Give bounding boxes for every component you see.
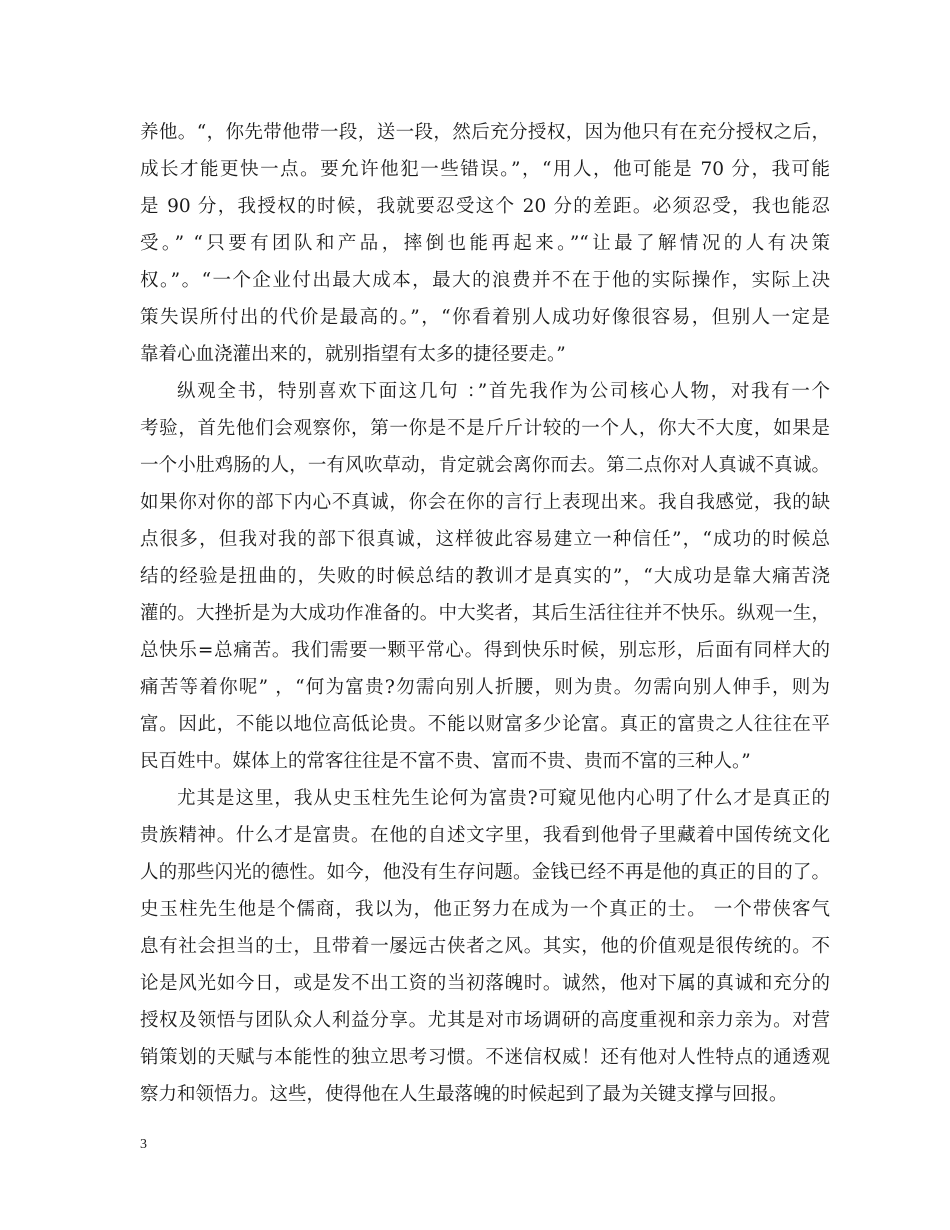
text-line: 一个小肚鸡肠的人，一有风吹草动，肯定就会离你而去。第二点你对人真诚不真诚。 [140,455,830,476]
text-line: 是 90 分，我授权的时候，我就要忍受这个 20 分的差距。必须忍受，我也能忍 [140,196,830,217]
text-line: 息有社会担当的士，且带着一屡远古侠者之风。其实，他的价值观是很传统的。不 [140,936,830,957]
text-line: 纵观全书，特别喜欢下面这几句 ：”首先我作为公司核心人物，对我有一个 [177,381,830,402]
text-line: 养他。“，你先带他带一段，送一段，然后充分授权，因为他只有在充分授权之后， [140,122,830,143]
text-line: 察力和领悟力。这些，使得他在人生最落魄的时候起到了最为关键支撑与回报。 [140,1084,788,1105]
text-line: 成长才能更快一点。要允许他犯一些错误。”，“用人，他可能是 70 分，我可能 [140,159,830,180]
text-line: 痛苦等着你呢” ，“何为富贵?勿需向别人折腰，则为贵。勿需向别人伸手，则为 [140,677,830,698]
paragraph-3 [140,780,830,1113]
text-line: 总快乐=总痛苦。我们需要一颗平常心。得到快乐时候，别忘形，后面有同样大的 [140,640,830,661]
text-line: 策失误所付出的代价是最高的。”，“你看着别人成功好像很容易，但别人一定是 [140,307,830,328]
text-line: 权。”。“一个企业付出最大成本，最大的浪费并不在于他的实际操作，实际上决 [140,270,830,291]
page-number: 3 [140,1137,147,1152]
text-line: 点很多，但我对我的部下很真诚，这样彼此容易建立一种信任”，“成功的时候总 [140,529,830,550]
text-line: 民百姓中。媒体上的常客往往是不富不贵、富而不贵、贵而不富的三种人。” [140,751,751,772]
text-line: 灌的。大挫折是为大成功作准备的。中大奖者，其后生活往往并不快乐。纵观一生， [140,603,830,624]
text-line: 论是风光如今日，或是发不出工资的当初落魄时。诚然，他对下属的真诚和充分的 [140,973,830,994]
text-line: 授权及领悟与团队众人利益分享。尤其是对市场调研的高度重视和亲力亲为。对营 [140,1010,830,1031]
text-line: 受。” “只要有团队和产品，摔倒也能再起来。”“让最了解情况的人有决策 [140,233,830,254]
text-line: 富。因此，不能以地位高低论贵。不能以财富多少论富。真正的富贵之人往往在平 [140,714,830,735]
text-line: 如果你对你的部下内心不真诚，你会在你的言行上表现出来。我自我感觉，我的缺 [140,492,830,513]
text-line: 结的经验是扭曲的，失败的时候总结的教训才是真实的”，“大成功是靠大痛苦浇 [140,566,830,587]
text-line: 靠着心血浇灌出来的，就别指望有太多的捷径要走。” [140,344,566,365]
paragraph-2 [140,373,830,780]
paragraph-1 [140,114,830,373]
text-line: 贵族精神。什么才是富贵。在他的自述文字里，我看到他骨子里藏着中国传统文化 [140,825,830,846]
text-line: 尤其是这里，我从史玉柱先生论何为富贵?可窥见他内心明了什么才是真正的 [177,788,830,809]
text-line: 史玉柱先生他是个儒商，我以为，他正努力在成为一个真正的士。 一个带侠客气 [140,899,830,920]
text-line: 人的那些闪光的德性。如今，他没有生存问题。金钱已经不再是他的真正的目的了。 [140,862,830,883]
text-line: 销策划的天赋与本能性的独立思考习惯。不迷信权威！还有他对人性特点的通透观 [140,1047,830,1068]
document-body [140,114,830,1113]
text-line: 考验，首先他们会观察你，第一你是不是斤斤计较的一个人，你大不大度，如果是 [140,418,830,439]
